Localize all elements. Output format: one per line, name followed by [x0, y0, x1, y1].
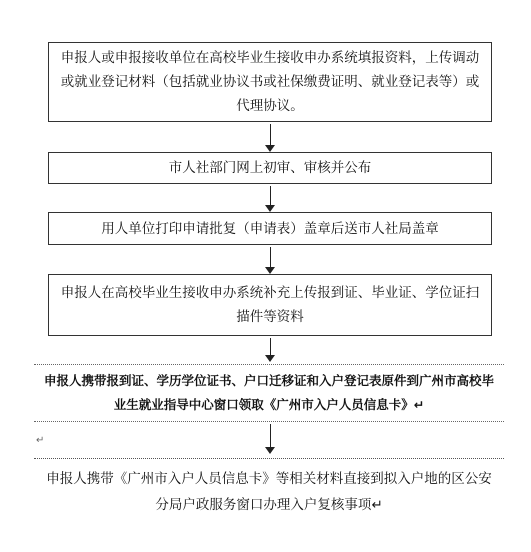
arrow-4-icon — [264, 338, 276, 362]
arrow-2-icon — [264, 186, 276, 212]
paragraph-mark-icon: ↵ — [36, 435, 45, 446]
step-2-box — [48, 152, 492, 184]
step-4-box — [48, 274, 492, 336]
arrow-1-icon — [264, 124, 276, 152]
step-3-box — [48, 212, 492, 245]
step-3-text: 用人单位打印申请批复（申请表）盖章后送市人社局盖章 — [101, 220, 439, 237]
step-2-text: 市人社部门网上初审、审核并公布 — [168, 160, 372, 176]
arrow-5-icon — [264, 424, 276, 454]
step-6-box — [34, 458, 504, 524]
step-1-box — [48, 42, 492, 122]
step-1-text: 申报人或申报接收单位在高校毕业生接收申办系统填报资料，上传调动或就业登记材料（包括就业协议书或社保缴费证明、就业登记表等）或代理协议。 — [60, 50, 480, 114]
step-5-box — [34, 364, 504, 422]
step-4-text: 申报人在高校毕业生接收申办系统补充上传报到证、毕业证、学位证扫描件等资料 — [60, 285, 480, 325]
step-5-text: 申报人携带报到证、学历学位证书、户口迁移证和入户登记表原件到广州市高校毕业生就业指导中心窗口领取《广州市入户人员信息卡》↵ — [43, 373, 494, 412]
step-6-text: 申报人携带《广州市入户人员信息卡》等相关材料直接到拟入户地的区公安分局户政服务窗口办理入户复核事项↵ — [46, 470, 492, 513]
arrow-3-icon — [264, 247, 276, 274]
